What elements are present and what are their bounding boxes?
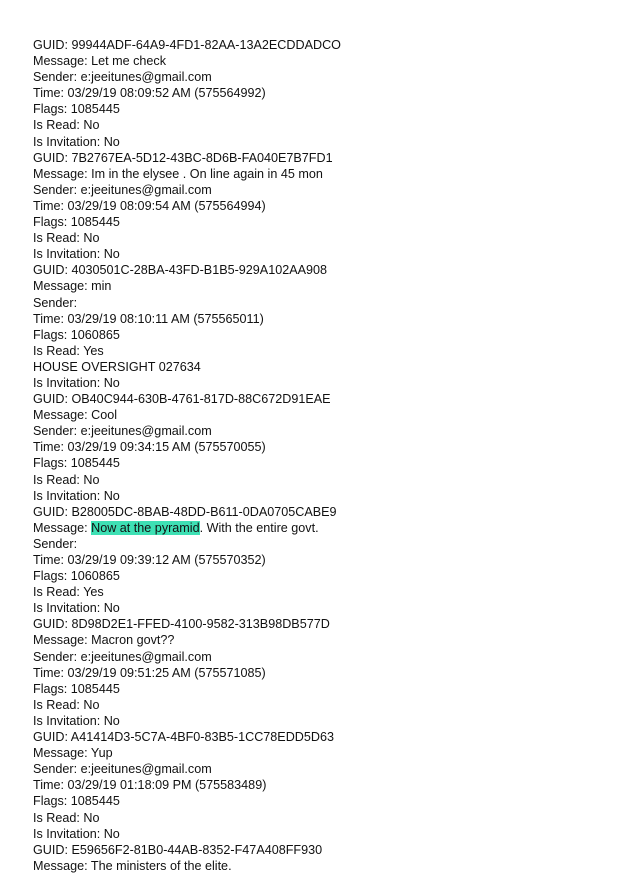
field-label: Message: [33, 54, 92, 69]
field-value: No [83, 231, 100, 246]
field-label: Is Read: [33, 585, 84, 600]
highlighted-text: Now at the pyramid [91, 520, 200, 535]
field-label: Is Read: [33, 118, 84, 133]
field-label: Flags: [33, 102, 71, 117]
field-label: Is Invitation: [33, 375, 104, 390]
field-value: 1085445 [70, 102, 120, 117]
field-label: Sender: [33, 762, 81, 777]
field-label: Time: [33, 665, 68, 680]
field-label: Sender: [33, 536, 78, 551]
field-label: Time: [33, 198, 68, 213]
field-value: 1060865 [70, 327, 120, 342]
record-line [33, 166, 593, 182]
field-label: GUID: [33, 617, 72, 632]
field-label: Is Invitation: [33, 134, 104, 149]
record-line [33, 69, 593, 85]
record-line [33, 793, 593, 809]
record-line [33, 214, 593, 230]
record-line [33, 536, 593, 552]
field-label: Time: [33, 86, 68, 101]
field-label: Is Read: [33, 343, 84, 358]
record-line [33, 295, 593, 311]
record-line [33, 262, 593, 278]
record-line [33, 37, 593, 53]
field-value: 1085445 [70, 681, 120, 696]
field-label: Is Read: [33, 472, 84, 487]
field-value: Yes [83, 343, 104, 358]
field-value: Let me check [91, 54, 167, 69]
field-value: No [103, 247, 120, 262]
field-value: The ministers of the elite. [90, 858, 232, 873]
field-value: No [103, 488, 120, 503]
field-label: GUID: [33, 38, 72, 52]
field-label: Message: [33, 166, 92, 181]
field-value: Im in the elysee . On line again in 45 mon [91, 166, 323, 181]
field-label: Sender: [33, 70, 81, 85]
field-value: 4030501C-28BA-43FD-B1B5-929A102AA908 [71, 263, 328, 278]
record-line [33, 85, 593, 101]
field-label: GUID: [33, 504, 72, 519]
field-value: 03/29/19 09:34:15 AM (575570055) [67, 440, 266, 455]
record-line [33, 520, 593, 536]
field-value: Yup [90, 746, 113, 761]
field-label: Flags: [33, 794, 71, 809]
field-value: Macron govt?? [91, 633, 175, 648]
record-line [33, 101, 593, 117]
field-value: e:jeeitunes@gmail.com [80, 424, 212, 439]
record-line [33, 375, 593, 391]
field-value: HOUSE OVERSIGHT 027634 [33, 359, 201, 374]
record-line [33, 423, 593, 439]
field-value: 1085445 [70, 456, 120, 471]
field-value: 03/29/19 08:09:54 AM (575564994) [67, 198, 266, 213]
field-label: Sender: [33, 424, 81, 439]
field-label: Sender: [33, 649, 81, 664]
field-label: Message: [33, 746, 91, 761]
record-line [33, 504, 593, 520]
field-label: Message: [33, 279, 92, 294]
record-line [33, 616, 593, 632]
field-label: Is Invitation: [33, 247, 104, 262]
record-line [33, 488, 593, 504]
record-line [33, 472, 593, 488]
record-line [33, 246, 593, 262]
field-value: 03/29/19 08:09:52 AM (575564992) [67, 86, 266, 101]
record-line [33, 343, 593, 359]
field-value: No [83, 810, 100, 825]
record-line [33, 311, 593, 327]
record-line [33, 745, 593, 761]
field-value: 1060865 [70, 569, 120, 584]
field-value: No [83, 118, 100, 133]
field-label: Flags: [33, 215, 71, 230]
record-line [33, 777, 593, 793]
field-value: e:jeeitunes@gmail.com [80, 70, 212, 85]
field-value: 1085445 [70, 215, 120, 230]
record-line [33, 359, 593, 375]
field-value: min [91, 279, 112, 294]
field-label: Message: [33, 858, 91, 873]
field-label: Time: [33, 553, 68, 567]
record-line [33, 439, 593, 455]
record-line [33, 761, 593, 777]
field-value: No [103, 134, 120, 149]
field-value: No [103, 826, 120, 841]
field-label: Is Read: [33, 697, 84, 712]
record-line [33, 632, 593, 648]
field-label: Is Invitation: [33, 488, 104, 503]
field-label: Flags: [33, 681, 71, 696]
record-line [33, 552, 593, 568]
field-label: Is Invitation: [33, 713, 104, 728]
field-value: 03/29/19 09:39:12 AM (575570352) [67, 553, 266, 567]
field-label: GUID: [33, 392, 72, 407]
field-value: 1085445 [70, 794, 120, 809]
field-label: Sender: [33, 295, 78, 310]
field-label: GUID: [33, 730, 71, 745]
record-line [33, 665, 593, 681]
field-value: 03/29/19 08:10:11 AM (575565011) [67, 311, 264, 326]
field-value: B28005DC-8BAB-48DD-B611-0DA0705CABE9 [71, 504, 337, 519]
record-line [33, 150, 593, 166]
record-line [33, 117, 593, 133]
field-label: GUID: [33, 150, 72, 165]
record-line [33, 600, 593, 616]
record-line [33, 182, 593, 198]
record-line [33, 649, 593, 665]
field-value: No [83, 697, 100, 712]
field-label: Message: [33, 633, 92, 648]
field-label: Message: [33, 520, 92, 535]
field-value: Cool [91, 408, 118, 423]
field-value: Yes [83, 585, 104, 600]
field-value: 03/29/19 09:51:25 AM (575571085) [67, 665, 266, 680]
field-value: e:jeeitunes@gmail.com [80, 762, 212, 777]
field-label: Time: [33, 311, 68, 326]
field-value: 8D98D2E1-FFED-4100-9582-313B98DB577D [71, 617, 330, 632]
record-line [33, 230, 593, 246]
document-page [33, 37, 593, 874]
field-value: OB40C944-630B-4761-817D-88C672D91EAE [71, 392, 331, 407]
field-value: 99944ADF-64A9-4FD1-82AA-13A2ECDDADCO [71, 38, 341, 52]
field-label: Sender: [33, 182, 81, 197]
field-value-rest: . With the entire govt. [199, 520, 319, 535]
record-line [33, 53, 593, 69]
field-value: e:jeeitunes@gmail.com [80, 182, 212, 197]
field-value: No [103, 601, 120, 616]
record-line [33, 407, 593, 423]
record-line [33, 134, 593, 150]
field-value: A41414D3-5C7A-4BF0-83B5-1CC78EDD5D63 [70, 730, 335, 745]
field-label: Time: [33, 440, 68, 455]
record-line [33, 584, 593, 600]
record-line [33, 278, 593, 294]
field-value: No [103, 375, 120, 390]
record-line [33, 858, 593, 874]
field-value: E59656F2-81B0-44AB-8352-F47A408FF930 [71, 842, 323, 857]
record-line [33, 391, 593, 407]
record-line [33, 810, 593, 826]
field-label: Is Read: [33, 231, 84, 246]
field-label: Is Invitation: [33, 826, 104, 841]
record-line [33, 826, 593, 842]
field-label: Message: [33, 408, 92, 423]
record-line [33, 697, 593, 713]
record-line [33, 729, 593, 745]
field-value: No [103, 713, 120, 728]
field-label: Is Read: [33, 810, 84, 825]
field-label: Time: [33, 778, 68, 793]
field-label: Flags: [33, 327, 71, 342]
field-label: Is Invitation: [33, 601, 104, 616]
field-value: e:jeeitunes@gmail.com [80, 649, 212, 664]
field-value: 03/29/19 01:18:09 PM (575583489) [67, 778, 267, 793]
record-line [33, 842, 593, 858]
field-value: No [83, 472, 100, 487]
field-label: GUID: [33, 263, 72, 278]
record-line [33, 568, 593, 584]
record-line [33, 198, 593, 214]
field-label: GUID: [33, 842, 72, 857]
field-label: Flags: [33, 569, 71, 584]
record-line [33, 327, 593, 343]
field-label: Flags: [33, 456, 71, 471]
record-line [33, 713, 593, 729]
record-line [33, 455, 593, 471]
record-line [33, 681, 593, 697]
field-value: 7B2767EA-5D12-43BC-8D6B-FA040E7B7FD1 [71, 150, 333, 165]
